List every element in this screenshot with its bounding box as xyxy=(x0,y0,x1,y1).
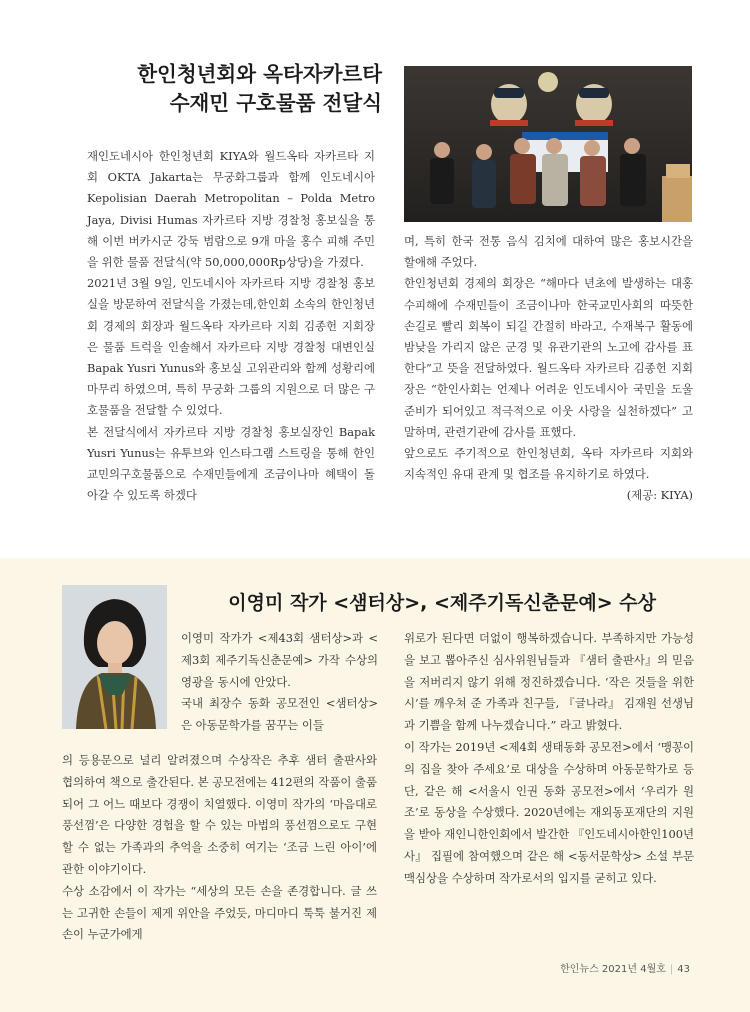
article1-paragraph: 2021년 3월 9일, 인도네시아 자카르타 지방 경찰청 홍보실을 방문하여 전달식을 가졌는데,한인회 소속의 한인청년회 경제의 회장과 월드옥타 자카르타 지회 김종헌 지회장은 물품 트럭을 인솔해서 자카르타 지방 경찰청 대변인실 Bapak Yusri Yunus와 홍보실 고위관리와 함께 성황리에 마무리 하였으며, 특히 무궁화 그룹의 지원으로 더 많은 구호물품을 전달할 수 있었다. xyxy=(87,276,375,418)
article1-title-line2: 수재민 구호물품 전달식 xyxy=(169,91,382,115)
article1-right-column xyxy=(404,231,693,507)
author-portrait-photo xyxy=(62,585,167,729)
article2-paragraph: 의 등용문으로 널리 알려졌으며 수상작은 추후 샘터 출판사와 협의하여 책으로 출간된다. 본 공모전에는 412편의 작품이 출품되어 그 어느 때보다 경쟁이 치열했다. 이영미 작가의 ‘마음대로 풍선껌’은 다양한 경험을 할 수 있는 마법의 풍선껌으로도 구현할 수 없는 가족과의 추억을 소중히 여기는 ‘조금 느린 아이’에 관한 이야기이다. xyxy=(62,753,377,876)
article1-paragraph: 한인청년회 경제의 회장은 “해마다 년초에 발생하는 대홍수피해에 수재민들이 조금이나마 한국교민사회의 따뜻한 손길로 빨리 회복이 되길 간절히 바라고, 수재복구 활동에 밤낮을 가리지 않은 군경 및 유관기관의 노고에 감사를 표한다”고 뜻을 전달하였다. 월드옥타 자카르타 김종헌 지회장은 “한인사회는 언제나 어려운 인도네시아 국민을 도울 준비가 되어있고 적극적으로 이웃 사랑을 실천하겠다” 고 말하며, 관련기관에 감사를 표했다. xyxy=(404,276,693,439)
article1-left-column xyxy=(87,146,375,506)
article1-paragraph: 본 전달식에서 자카르타 지방 경찰청 홍보실장인 Bapak Yusri Yunus는 유투브와 인스타그램 스트링을 통해 한인교민의구호물품으로 수재민들에게 조금이나마 혜택이 돌아갈 수 있도록 하겠다 xyxy=(87,424,375,503)
article1-paragraph: 재인도네시아 한인청년회 KIYA와 월드옥타 자카르타 지회 OKTA Jakarta는 무궁화그룹과 함께 인도네시아 Kepolisian Daerah Metropolitan – Polda Metro Jaya, Divisi Humas 자카르타 지방 경찰청 홍보실을 통해 이번 버카시군 강둑 범람으로 9개 마을 홍수 피해 주민을 위한 물품 전달식(약 50,000,000Rp상당)을 가졌다. xyxy=(87,149,375,270)
article1-title-line1: 한인청년회와 옥타자카르타 xyxy=(137,62,382,86)
article2-paragraph: 이영미 작가가 <제43회 샘터상>과 <제3회 제주기독신춘문예> 가작 수상의 영광을 동시에 안았다. xyxy=(181,631,378,689)
article1-title xyxy=(112,60,382,118)
article2-title: 이영미 작가 <샘터상>, <제주기독신춘문예> 수상 xyxy=(228,592,656,614)
article2-left-bottom-column xyxy=(62,750,377,946)
article1-paragraph: 며, 특히 한국 전통 음식 김치에 대하여 많은 홍보시간을 할애해 주었다. xyxy=(404,234,693,270)
donation-ceremony-photo xyxy=(404,66,692,222)
article1-paragraph xyxy=(404,443,693,507)
article2-paragraph: 수상 소감에서 이 작가는 “세상의 모든 손을 존경합니다. 글 쓰는 고귀한 손들이 제게 위안을 주었듯, 마디마디 툭툭 불거진 제 손이 누군가에게 xyxy=(62,883,377,942)
footer-separator: | xyxy=(669,964,674,975)
article2-paragraph: 국내 최장수 동화 공모전인 <샘터상>은 아동문학가를 꿈꾸는 이들 xyxy=(181,696,378,733)
article2-right-column xyxy=(404,628,694,890)
issue-label: 한인뉴스 2021년 4월호 xyxy=(560,964,666,975)
article2-paragraph: 위로가 된다면 더없이 행복하겠습니다. 부족하지만 가능성을 보고 뽑아주신 심사위원님들과 『샘터 출판사』의 믿음을 저버리지 않기 위해 정진하겠습니다. ‘작은 것들을 위한 시’를 깨우쳐 준 가족과 친구들, 『글나라』 김재원 선생님과 기쁨을 함께 나누겠습니다.” 라고 밝혔다. xyxy=(404,631,694,733)
article2-left-top-column xyxy=(181,628,378,737)
article1-closing-text: 앞으로도 주기적으로 한인청년회, 옥타 자카르타 지회와 지속적인 유대 관계 및 협조를 유지하기로 하였다. xyxy=(404,446,693,482)
article2-paragraph: 이 작가는 2019년 <제4회 생태동화 공모전>에서 ‘맹꽁이의 집을 찾아 주세요’로 대상을 수상하며 아동문학가로 등단, 같은 해 <서울시 인권 동화 공모전>에서 ‘우리가 원조’로 동상을 수상했다. 2020년에는 재외동포재단의 지원을 받아 재인니한인회에서 발간한 『인도네시아한인100년사』 집필에 참여했으며 같은 해 <동서문학상> 소설 부문 맥심상을 수상하며 작가로서의 입지를 굳히고 있다. xyxy=(404,739,694,885)
photo-credit: (제공: KIYA) xyxy=(626,488,693,503)
page-number: 43 xyxy=(677,964,690,975)
page-footer xyxy=(560,960,690,975)
